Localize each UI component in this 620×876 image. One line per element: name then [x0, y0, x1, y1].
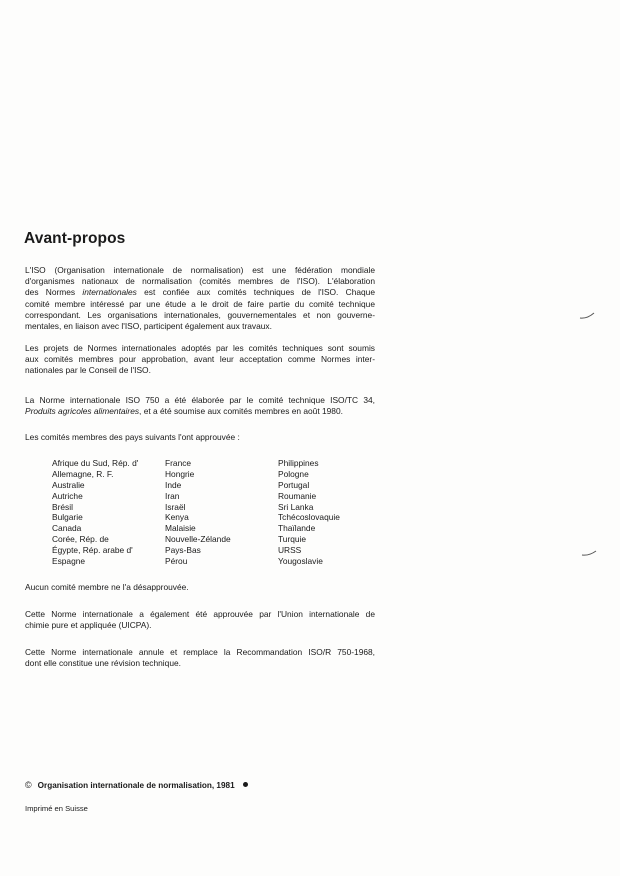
text-line: dont elle constitue une révision technique.	[25, 658, 181, 669]
country-item: Philippines	[278, 458, 319, 468]
country-column-3	[278, 458, 340, 567]
country-item: France	[165, 458, 192, 468]
page-title: Avant-propos	[24, 230, 126, 247]
country-column-2	[165, 458, 231, 567]
text-line: chimie pure et appliquée (UICPA).	[25, 620, 152, 631]
printed-in: Imprimé en Suisse	[25, 804, 88, 813]
text-line: Les comités membres des pays suivants l'ont approuvée :	[25, 432, 240, 442]
country-item: Nouvelle-Zélande	[165, 534, 231, 545]
paragraph-iupac	[25, 609, 375, 631]
country-item: Australie	[52, 479, 85, 490]
paragraph-approval-intro	[25, 432, 375, 443]
country-item: Kenya	[165, 512, 189, 523]
copyright-notice	[25, 780, 248, 790]
text-line: Cette Norme internationale annule et remplace la Recommandation ISO/R 750-1968,	[25, 647, 375, 657]
committee-title: Produits agricoles alimentaires	[25, 406, 140, 417]
paragraph-replacement	[25, 647, 375, 669]
paragraph-intro	[25, 265, 375, 332]
text-line: d'organismes nationaux de normalisation (comités membres de l'ISO). L'élaboration	[25, 276, 375, 287]
text-line: La Norme internationale ISO 750 a été élaborée par le comité technique ISO/TC 34,	[25, 395, 375, 405]
country-item: Pérou	[165, 556, 188, 567]
text-line: Aucun comité membre ne l'a désapprouvée.	[25, 582, 189, 592]
country-item: Allemagne, R. F.	[52, 468, 114, 479]
text-line: Cette Norme internationale a également été approuvée par l'Union internationale de	[25, 609, 375, 619]
country-item: Malaisie	[165, 523, 196, 534]
text-line: comité membre intéressé par une étude a le droit de faire partie du comité technique	[25, 298, 375, 309]
country-item: Corée, Rép. de	[52, 534, 109, 545]
country-item: Pologne	[278, 468, 309, 479]
country-item: URSS	[278, 545, 302, 556]
copyright-text: Organisation internationale de normalisation, 1981	[37, 781, 235, 790]
country-item: Sri Lanka	[278, 501, 314, 512]
country-item: Iran	[165, 490, 180, 501]
paragraph-disapproval	[25, 582, 375, 593]
country-item: Égypte, Rép. arabe d'	[52, 545, 133, 556]
text-line: Les projets de Normes internationales adoptés par les comités techniques sont soumis	[25, 343, 375, 353]
text-line: correspondant. Les organisations internationales, gouvernementales et non gouverne-	[25, 309, 375, 320]
margin-mark-icon	[579, 312, 595, 320]
country-item: Canada	[52, 523, 82, 534]
country-item: Turquie	[278, 534, 307, 545]
country-item: Thaïlande	[278, 523, 316, 534]
country-item: Yougoslavie	[278, 556, 323, 567]
margin-mark-icon	[581, 549, 597, 557]
country-item: Brésil	[52, 501, 73, 512]
text-line: mentales, en liaison avec l'ISO, participent également aux travaux.	[25, 321, 272, 332]
text-line: Produits agricoles alimentaires, et a été soumise aux comités membres en août 1980.	[25, 406, 343, 417]
country-item: Portugal	[278, 479, 310, 490]
country-item: Israël	[165, 501, 186, 512]
country-item: Bulgarie	[52, 512, 83, 523]
text-line: aux comités membres pour approbation, avant leur acceptation comme Normes inter-	[25, 354, 375, 365]
paragraph-projects	[25, 343, 375, 377]
country-item: Roumanie	[278, 490, 317, 501]
country-column-1	[52, 458, 138, 567]
text-line: L'ISO (Organisation internationale de normalisation) est une fédération mondiale	[25, 265, 375, 275]
bullet-icon	[243, 782, 248, 787]
country-item: Espagne	[52, 556, 86, 567]
country-item: Afrique du Sud, Rép. d'	[52, 458, 139, 468]
country-item: Pays-Bas	[165, 545, 201, 556]
country-item: Inde	[165, 479, 182, 490]
text-line: des Normes internationales est confiée aux comités techniques de l'ISO. Chaque	[25, 287, 375, 298]
paragraph-standard-info	[25, 395, 375, 417]
country-item: Autriche	[52, 490, 83, 501]
country-item: Tchécoslovaquie	[278, 512, 340, 523]
country-item: Hongrie	[165, 468, 195, 479]
copyright-icon: ©	[25, 780, 32, 790]
text-line: nationales par le Conseil de l'ISO.	[25, 365, 151, 376]
